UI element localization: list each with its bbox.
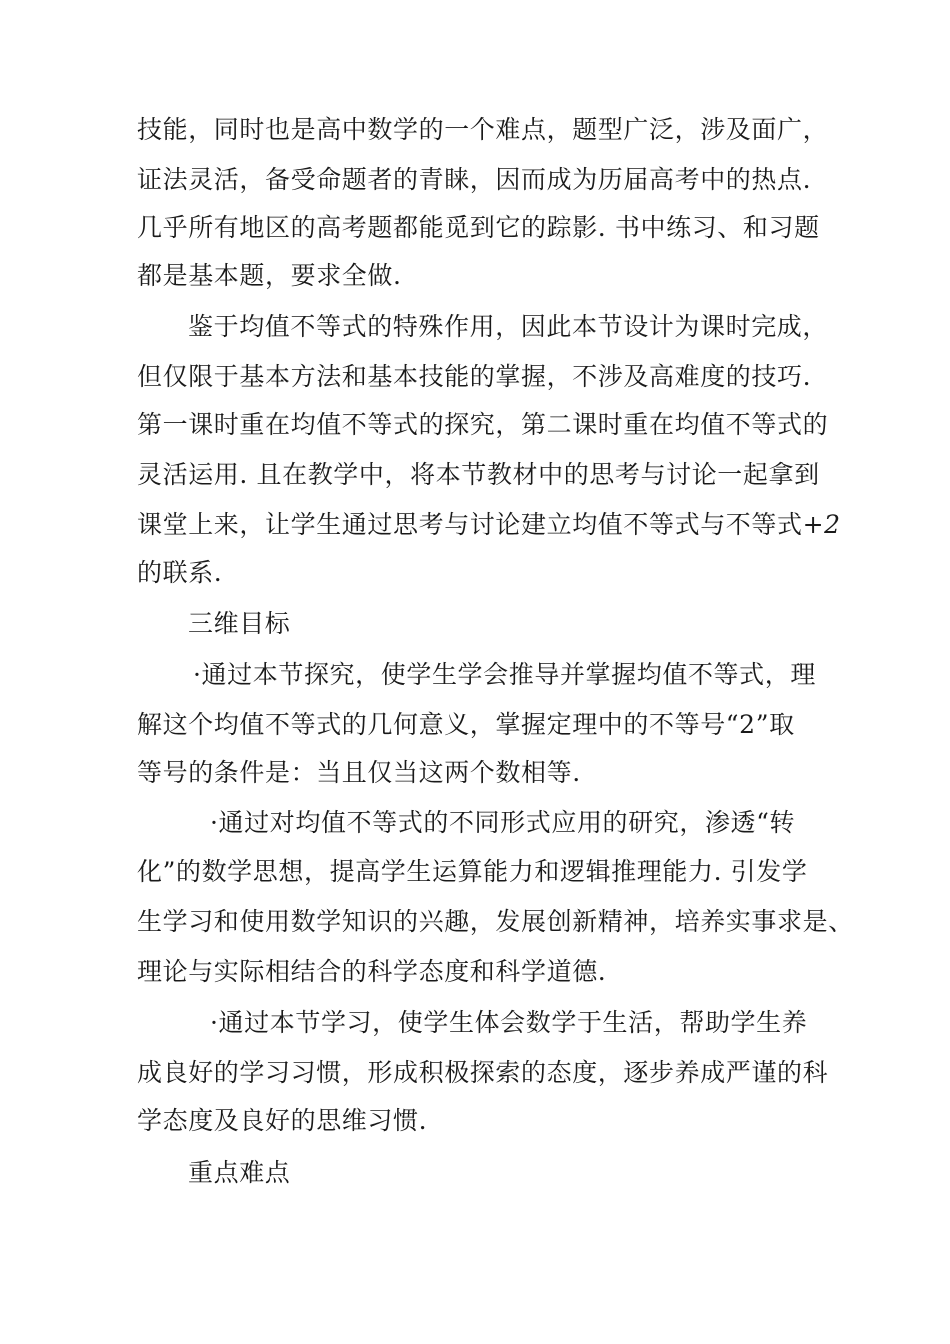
goal-3-line-2: 成良好的学习习惯，形成积极探索的态度，逐步养成严谨的科 (137, 1058, 829, 1087)
paragraph-2-line-4: 灵活运用. 且在教学中，将本节教材中的思考与讨论一起拿到 (137, 460, 820, 489)
goal-3-line-1: ·通过本节学习，使学生体会数学于生活，帮助学生养 (210, 1008, 808, 1037)
goal-1-line-2: 解这个均值不等式的几何意义，掌握定理中的不等号“2”取 (137, 710, 795, 739)
paragraph-1-line-3: 几乎所有地区的高考题都能觅到它的踪影. 书中练习、和习题 (137, 213, 820, 242)
goal-1-line-1: ·通过本节探究，使学生学会推导并掌握均值不等式，理 (193, 660, 816, 689)
math-expression: +2 (802, 510, 841, 539)
goal-1-line-3: 等号的条件是：当且仅当这两个数相等. (137, 758, 581, 787)
section-heading-three-dimensional-goals: 三维目标 (188, 609, 291, 638)
section-heading-key-difficulties: 重点难点 (188, 1158, 291, 1187)
paragraph-1-line-1: 技能，同时也是高中数学的一个难点，题型广泛，涉及面广， (137, 115, 829, 144)
paragraph-1-line-2: 证法灵活，备受命题者的青睐，因而成为历届高考中的热点. (137, 165, 812, 194)
goal-2-line-4: 理论与实际相结合的科学态度和科学道德. (137, 957, 607, 986)
paragraph-2-line-5-text: 课堂上来，让学生通过思考与讨论建立均值不等式与不等式 (137, 510, 803, 539)
paragraph-1-line-4: 都是基本题，要求全做. (137, 261, 402, 290)
goal-3-line-3: 学态度及良好的思维习惯. (137, 1106, 428, 1135)
goal-2-line-1: ·通过对均值不等式的不同形式应用的研究，渗透“转 (210, 808, 796, 837)
paragraph-2-line-6: 的联系. (137, 558, 223, 587)
paragraph-2-line-3: 第一课时重在均值不等式的探究，第二课时重在均值不等式的 (137, 410, 829, 439)
paragraph-2-line-2: 但仅限于基本方法和基本技能的掌握，不涉及高难度的技巧. (137, 362, 812, 391)
goal-2-line-3: 生学习和使用数学知识的兴趣，发展创新精神，培养实事求是、 (137, 907, 854, 936)
paragraph-2-line-1: 鉴于均值不等式的特殊作用，因此本节设计为课时完成， (188, 312, 829, 341)
paragraph-2-line-5 (137, 510, 841, 540)
goal-2-line-2: 化”的数学思想，提高学生运算能力和逻辑推理能力. 引发学 (137, 857, 808, 886)
